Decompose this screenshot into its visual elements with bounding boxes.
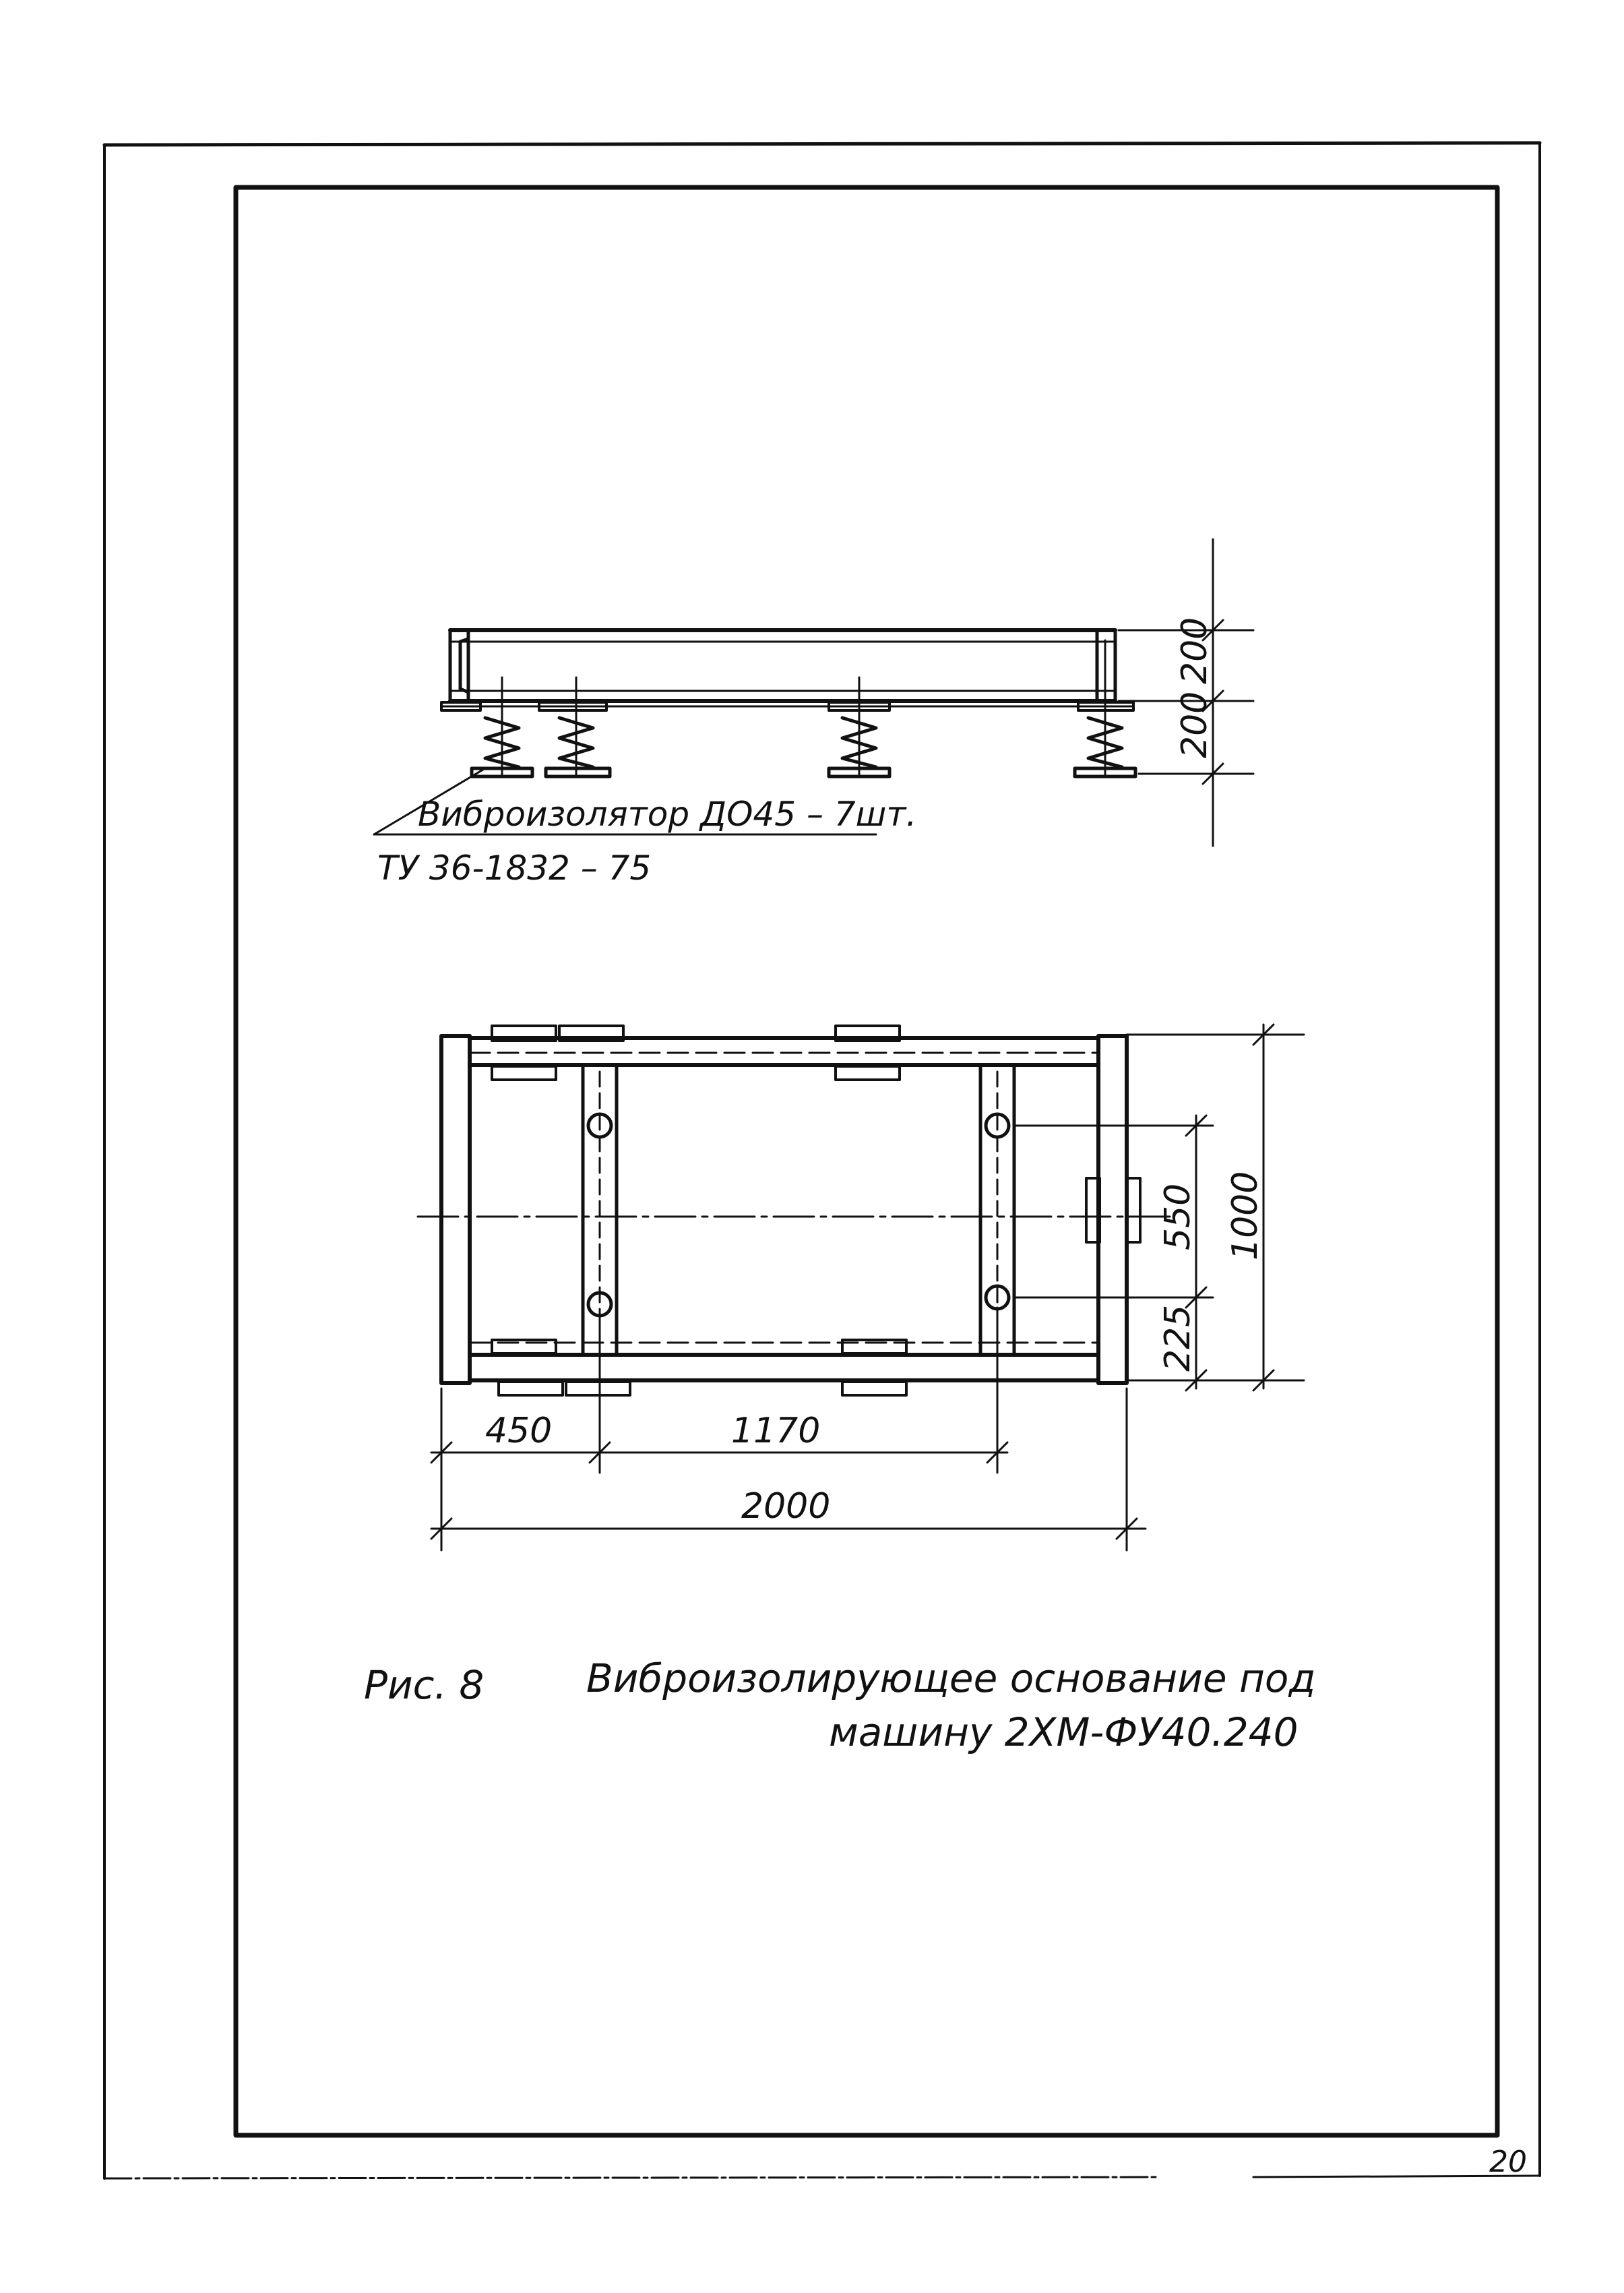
isolator-2 bbox=[546, 677, 610, 776]
dim-total-length: 2000 bbox=[741, 1486, 831, 1527]
dim-left-offset: 450 bbox=[485, 1411, 553, 1451]
isolator-1 bbox=[472, 677, 532, 776]
dim-beam-height: 200 bbox=[1175, 617, 1215, 684]
caption-title-line1: Виброизолирующее основание под bbox=[586, 1655, 1316, 1701]
dim-total-width: 1000 bbox=[1225, 1171, 1266, 1260]
isolator-3 bbox=[829, 677, 889, 776]
dim-span: 1170 bbox=[731, 1411, 821, 1451]
inner-frame bbox=[236, 187, 1497, 2135]
isolator-label: Виброизолятор ДО45 – 7шт. bbox=[418, 795, 917, 834]
dim-edge-offset: 225 bbox=[1158, 1304, 1198, 1372]
plan-view bbox=[418, 1025, 1304, 1550]
figure-label: Рис. 8 bbox=[364, 1662, 485, 1708]
page-number: 20 bbox=[1489, 2145, 1527, 2179]
dim-isolator-height: 200 bbox=[1175, 691, 1215, 758]
outer-frame bbox=[104, 143, 1540, 2178]
dim-hole-spacing: 550 bbox=[1158, 1183, 1198, 1250]
isolator-4 bbox=[1075, 677, 1135, 776]
standard-label: ТУ 36-1832 – 75 bbox=[377, 849, 652, 888]
caption-title-line2: машину 2ХМ-ФУ40.240 bbox=[829, 1709, 1299, 1755]
